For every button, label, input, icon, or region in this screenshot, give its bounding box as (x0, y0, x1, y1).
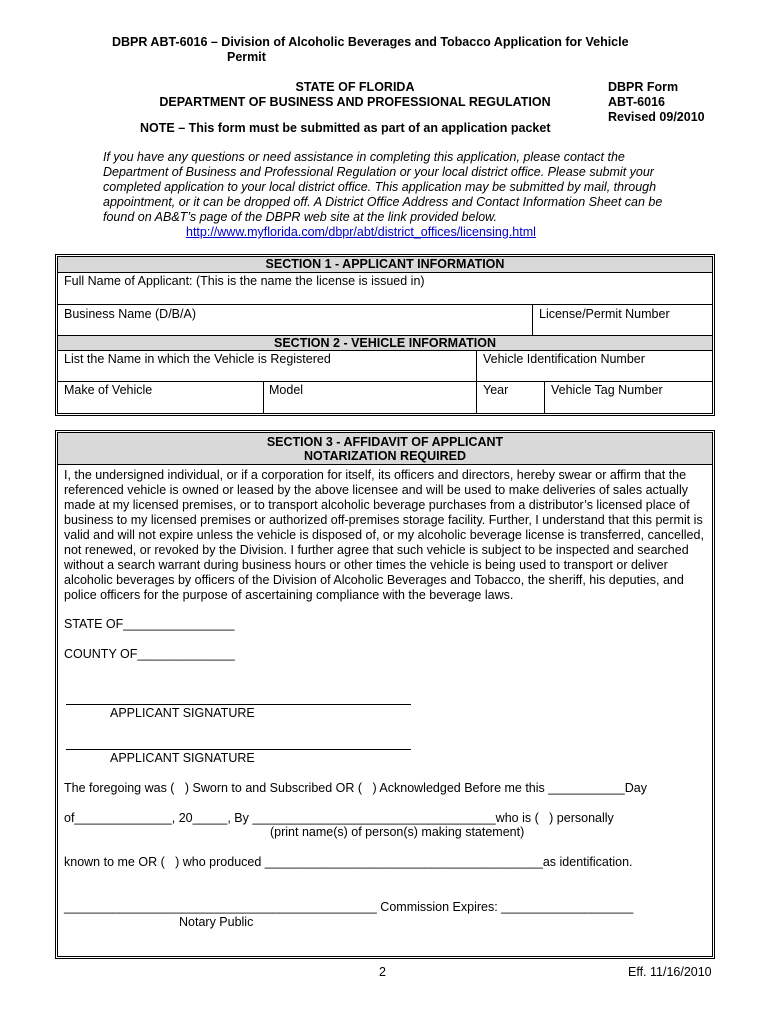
signature-line-1[interactable] (66, 704, 411, 705)
state-of-field[interactable]: STATE OF________________ (64, 617, 235, 631)
of-date-line[interactable]: of______________, 20_____, By ___________________________________who is ( ) personally (64, 811, 614, 825)
effective-date: Eff. 11/16/2010 (628, 965, 712, 979)
section1-heading: SECTION 1 - APPLICANT INFORMATION (58, 257, 712, 273)
applicant-vehicle-box (55, 254, 715, 416)
vin-field[interactable]: Vehicle Identification Number (483, 352, 645, 366)
divider (476, 351, 477, 413)
signature-line-2[interactable] (66, 749, 411, 750)
divider (532, 304, 533, 335)
license-number-field[interactable]: License/Permit Number (539, 307, 670, 321)
affidavit-box (55, 430, 715, 959)
form-title-line1: DBPR ABT-6016 – Division of Alcoholic Beverages and Tobacco Application for Vehicle (112, 35, 629, 49)
section3-heading-line2: NOTARIZATION REQUIRED (303, 449, 467, 463)
sworn-line[interactable]: The foregoing was ( ) Sworn to and Subscribed OR ( ) Acknowledged Before me this ___________Day (64, 781, 647, 795)
divider (544, 381, 545, 413)
full-name-field[interactable]: Full Name of Applicant: (This is the name the license is issued in) (64, 274, 425, 288)
section2-heading: SECTION 2 - VEHICLE INFORMATION (58, 336, 712, 351)
state-name: STATE OF FLORIDA (295, 80, 415, 94)
form-number: ABT-6016 (608, 95, 665, 109)
department-name: DEPARTMENT OF BUSINESS AND PROFESSIONAL REGULATION (159, 95, 551, 109)
model-field[interactable]: Model (269, 383, 304, 397)
form-title-line2: Permit (227, 50, 266, 64)
notary-commission-line[interactable]: _____________________________________________ Commission Expires: ___________________ (64, 900, 634, 914)
notary-public-label: Notary Public (179, 915, 254, 929)
signature-label-2: APPLICANT SIGNATURE (110, 751, 255, 765)
divider (263, 381, 264, 413)
packet-note: NOTE – This form must be submitted as part of an application packet (140, 121, 551, 135)
form-id-block (608, 80, 718, 125)
divider (58, 381, 712, 382)
registered-name-field[interactable]: List the Name in which the Vehicle is Registered (64, 352, 331, 366)
business-name-field[interactable]: Business Name (D/B/A) (64, 307, 196, 321)
divider (58, 304, 712, 305)
identification-line[interactable]: known to me OR ( ) who produced ________________________________________as identification. (64, 855, 633, 869)
page-number: 2 (379, 965, 386, 979)
section3-heading-line1: SECTION 3 - AFFIDAVIT OF APPLICANT (266, 435, 504, 449)
tag-number-field[interactable]: Vehicle Tag Number (551, 383, 663, 397)
form-title (112, 35, 672, 65)
intro-text: If you have any questions or need assistance in completing this application, please contact the Department of Business and Professional Regulation or your local district office. Please submit your completed application to your local district office. This application may be submitted by mail, through appointment, or it can be dropped off. A District Office Address and Contact Information Sheet can be found on AB&T’s page of the DBPR web site at the link provided below. (103, 150, 663, 224)
print-names-caption: (print name(s) of person(s) making statement) (270, 825, 525, 839)
district-offices-link[interactable]: http://www.myflorida.com/dbpr/abt/district_offices/licensing.html (186, 225, 536, 239)
signature-label-1: APPLICANT SIGNATURE (110, 706, 255, 720)
section3-heading (58, 433, 712, 465)
agency-block (150, 80, 560, 110)
year-field[interactable]: Year (483, 383, 509, 397)
make-field[interactable]: Make of Vehicle (64, 383, 153, 397)
revised-date: Revised 09/2010 (608, 110, 705, 124)
form-label: DBPR Form (608, 80, 679, 94)
county-of-field[interactable]: COUNTY OF______________ (64, 647, 235, 661)
affidavit-text: I, the undersigned individual, or if a corporation for itself, its officers and directors, hereby swear or affirm that the referenced vehicle is owned or leased by the above licensee and will be used to make deliveries of sales actually made at my licensed premises, or to transport alcoholic beverage purchases from a distributor’s licensed place of business to my licensed premises or authorized off-premises storage facility. Further, I understand that this permit is valid and will not expire unless the vehicle is disposed of, or my alcoholic beverage license is transferred, cancelled, not renewed, or revoked by the Division. I further agree that such vehicle is subject to be inspected and searched without a search warrant during business hours or other times the vehicle is being used to transport or deliver alcoholic beverages by officers of the Division of Alcoholic Beverages and Tobacco, the sheriff, his deputies, and police officers for the purpose of ascertaining compliance with the beverage laws. (64, 468, 704, 602)
